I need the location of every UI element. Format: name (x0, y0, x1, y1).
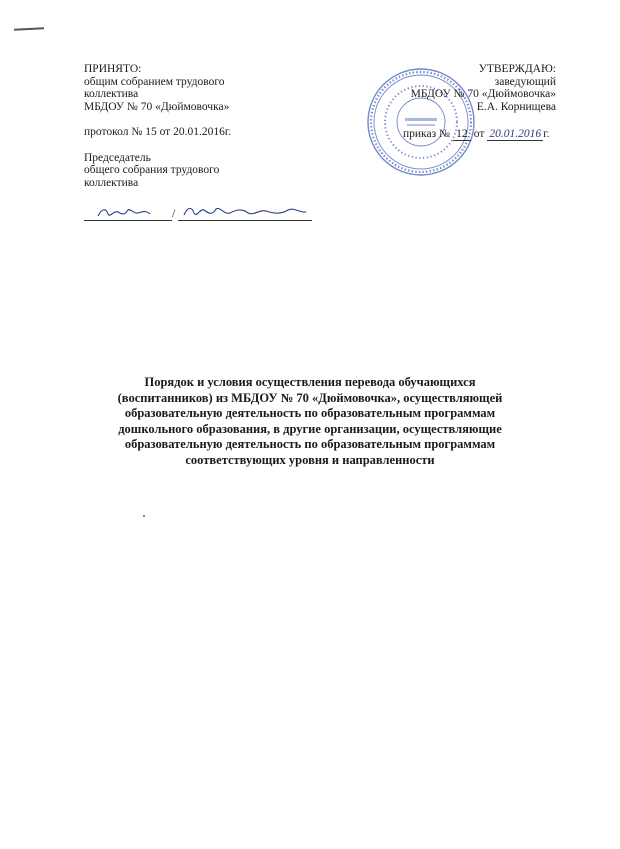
title-line-3: образовательную деятельность по образовательным программам (124, 406, 496, 420)
approver-position: заведующий (494, 75, 556, 88)
chair-line-1: Председатель (84, 151, 151, 164)
title-line-4: дошкольного образования, в другие организации, осуществляющие (118, 421, 502, 436)
order-mid: от (473, 128, 485, 140)
accepted-line-2: коллектива (84, 88, 139, 100)
order-line (403, 128, 550, 141)
accepted-line-3: МБДОУ № 70 «Дюймовочка» (84, 100, 230, 113)
title-line-5: образовательную деятельность по образовательным программам (124, 437, 496, 451)
approved-block (356, 63, 556, 113)
scan-speck (143, 515, 145, 517)
scan-mark (14, 27, 44, 31)
chair-line-3: коллектива (84, 176, 139, 189)
title-line-2: (воспитанников) из МБДОУ № 70 «Дюймовочка», осуществляющей (117, 390, 503, 405)
title-line-6: соответствующих уровня и направленности (185, 452, 435, 467)
accepted-heading: ПРИНЯТО: (84, 63, 142, 75)
order-date: 20.01.2016 (487, 128, 543, 141)
approver-org: МБДОУ № 70 «Дюймовочка» (410, 88, 556, 100)
title-line-1: Порядок и условия осуществления перевода обучающихся (144, 375, 476, 389)
chair-signature-line: / (84, 208, 312, 222)
chair-line-2: общего собрания трудового (84, 164, 220, 176)
handwritten-signature-icon (84, 204, 312, 220)
accepted-line-1: общим собранием трудового (84, 75, 225, 88)
order-number: 12 (453, 128, 471, 141)
order-suffix: г. (543, 128, 550, 140)
accepted-block (84, 63, 284, 189)
document-title (60, 375, 560, 468)
protocol-line: протокол № 15 от 20.01.2016г. (84, 126, 232, 138)
order-prefix: приказ № (403, 128, 450, 140)
approved-heading: УТВЕРЖДАЮ: (478, 63, 556, 75)
approver-name: Е.А. Корнищева (476, 100, 556, 113)
